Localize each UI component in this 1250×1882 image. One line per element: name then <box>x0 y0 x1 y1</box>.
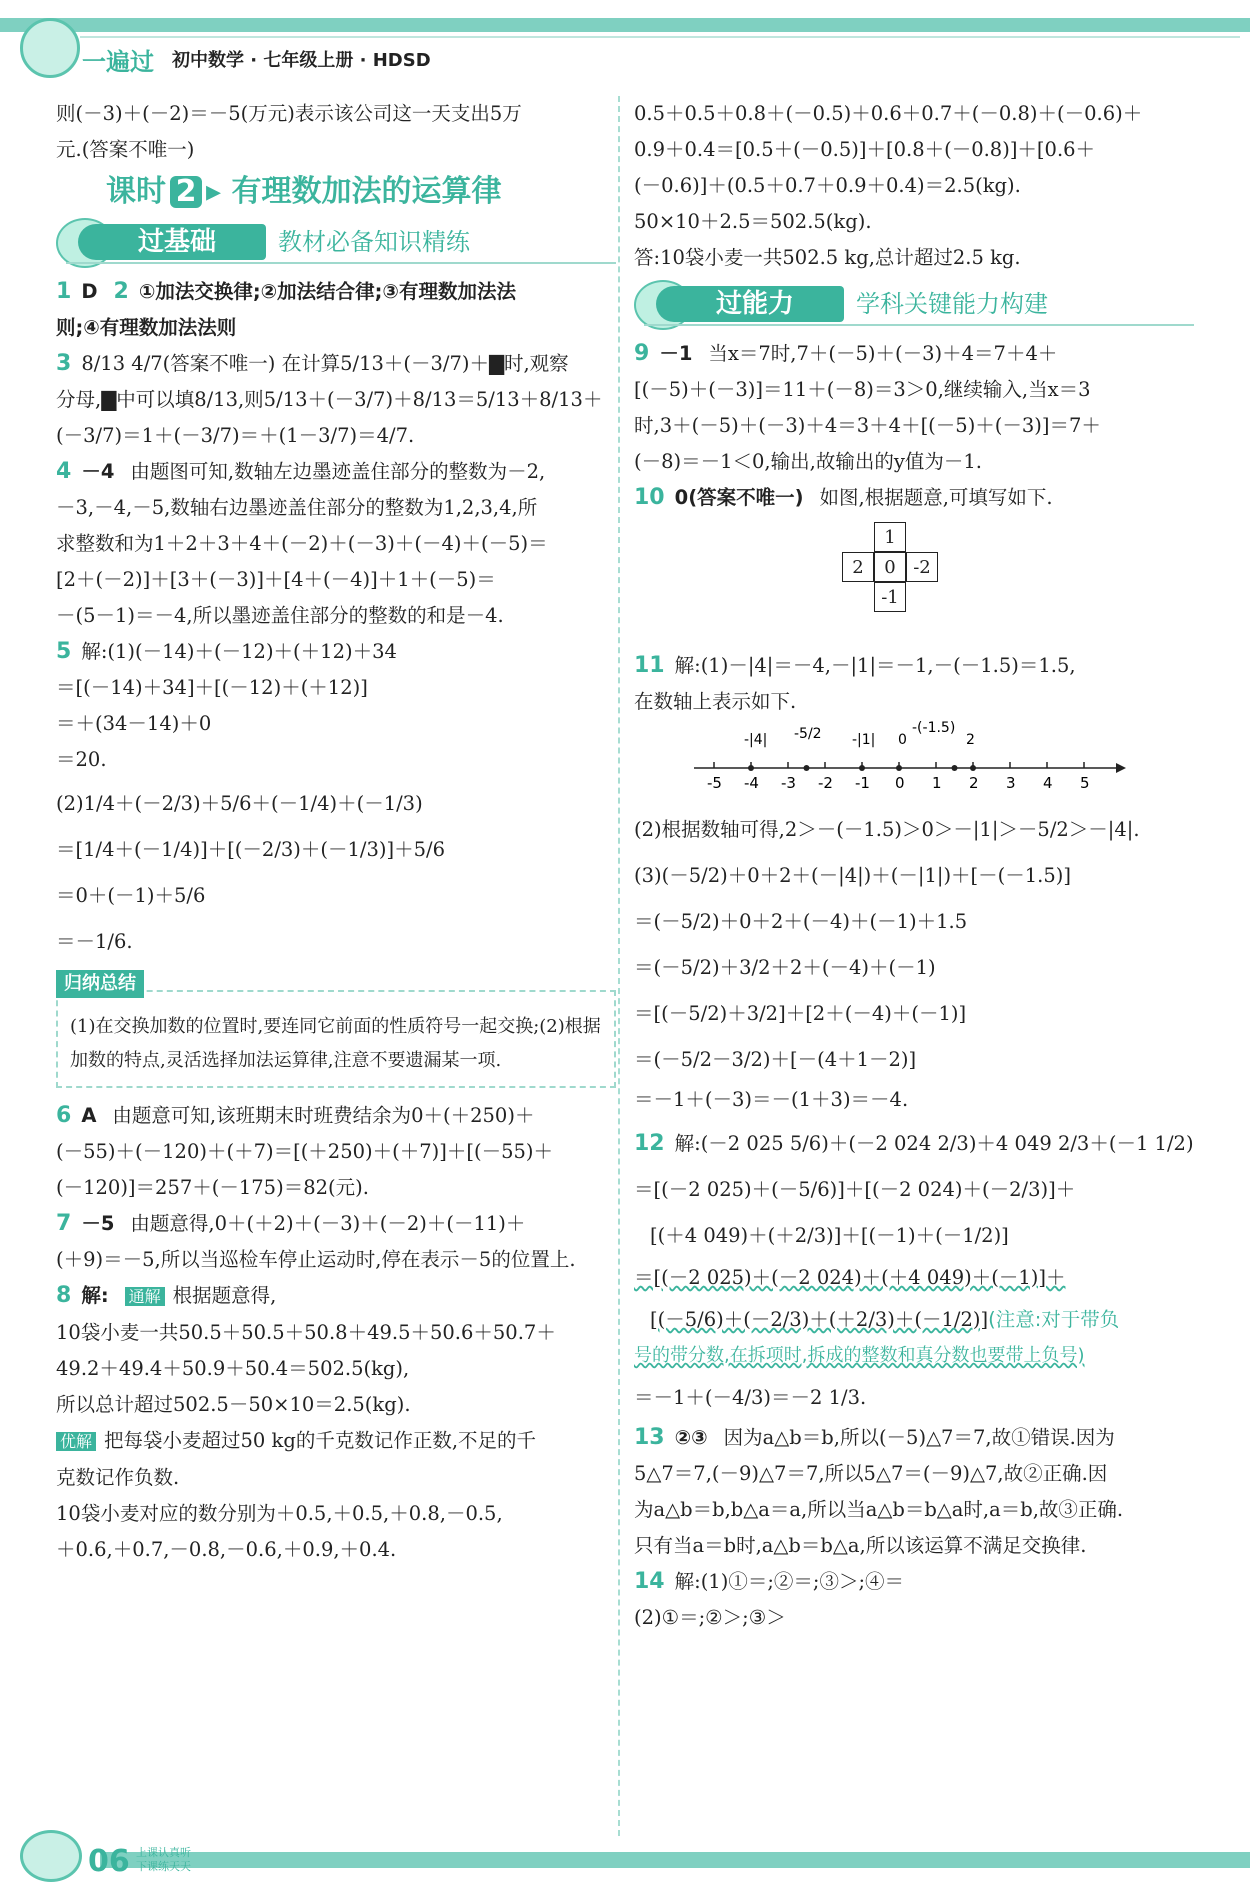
intro-line: 则(－3)＋(－2)＝－5(万元)表示该公司这一天支出5万 <box>56 102 522 125</box>
q-number: 7 <box>56 1211 72 1236</box>
q-text: 在数轴上表示如下. <box>634 690 797 713</box>
question-14 <box>634 1564 1194 1600</box>
q-text: ＝－1＋(－3)＝－(1＋3)＝－4. <box>634 1088 909 1111</box>
q-text: 由题意得,0＋(＋2)＋(－3)＋(－2)＋(－11)＋ <box>130 1212 526 1235</box>
axis-tick-label: -3 <box>781 774 796 792</box>
header-rule <box>80 36 1240 38</box>
q-text: ＝[(－2 025)＋(－5/6)]＋[(－2 024)＋(－2/3)]＋ <box>634 1178 1076 1201</box>
q-answer: D <box>81 280 98 303</box>
section-subtitle: 学科关键能力构建 <box>856 290 1048 318</box>
summary-tag: 归纳总结 <box>56 970 144 998</box>
q-text: 0.5＋0.5＋0.8＋(－0.5)＋0.6＋0.7＋(－0.8)＋(－0.6)＋ <box>634 102 1143 125</box>
question-11 <box>634 648 1194 684</box>
q-text: ＝－1/6. <box>56 930 133 953</box>
q-text: ＝20. <box>56 748 107 771</box>
question-1-2 <box>56 274 616 310</box>
axis-tick-label: 1 <box>932 774 942 792</box>
q-text: 由题图可知,数轴左边墨迹盖住部分的整数为－2, <box>130 460 546 483</box>
section-basic <box>56 218 616 266</box>
label-neg-neg1-5: -(-1.5) <box>912 720 956 736</box>
lesson-name: ▸ 有理数加法的运算律 <box>206 174 502 209</box>
label-neg5-2: -5/2 <box>794 726 822 742</box>
q-text: (2)根据数轴可得,2＞－(－1.5)＞0＞－|1|＞－5/2＞－|4|. <box>634 818 1140 841</box>
q-text: 0.9＋0.4＝[0.5＋(－0.5)]＋[0.8＋(－0.8)]＋[0.6＋ <box>634 138 1096 161</box>
axis-tick-label: -2 <box>818 774 833 792</box>
axis-ticks <box>707 762 1090 792</box>
lesson-number: 2 <box>170 176 202 208</box>
q-answer: 0(答案不唯一) <box>674 486 804 509</box>
right-column <box>634 96 1194 1636</box>
question-7 <box>56 1206 616 1242</box>
axis-tick-label: 5 <box>1080 774 1090 792</box>
summary-box <box>56 973 616 1088</box>
q-text: ＝0＋(－1)＋5/6 <box>56 884 206 907</box>
q-text: 由题意可知,该班期末时班费结余为0＋(＋250)＋ <box>112 1104 535 1127</box>
intro-line: 元.(答案不唯一) <box>56 138 195 161</box>
q-text: ＝[(－2 025)＋(－2 024)＋(＋4 049)＋(－1)]＋ <box>634 1266 1066 1289</box>
q-text: (2)①＝;②＞;③＞ <box>634 1606 786 1629</box>
q-number: 13 <box>634 1425 665 1450</box>
grid-cell-right: -2 <box>906 552 938 582</box>
q-text: 解:(－2 025 5/6)＋(－2 024 2/3)＋4 049 2/3＋(－1 1/2) <box>674 1132 1194 1155</box>
question-10 <box>634 480 1194 516</box>
header-band <box>0 18 1250 32</box>
q-text: ＝－1＋(－4/3)＝－2 1/3. <box>634 1386 867 1409</box>
q-text: 如图,根据题意,可填写如下. <box>819 486 1053 509</box>
q-text: 50×10＋2.5＝502.5(kg). <box>634 210 872 233</box>
axis-tick-label: 2 <box>969 774 979 792</box>
q-number: 4 <box>56 459 72 484</box>
q-number: 12 <box>634 1131 665 1156</box>
q-text: ＝(－5/2)＋3/2＋2＋(－4)＋(－1) <box>634 956 936 979</box>
question-9 <box>634 336 1194 372</box>
section-underline <box>644 324 1194 326</box>
q-text: (－120)]＝257＋(－175)＝82(元). <box>56 1176 369 1199</box>
q-text: [2＋(－2)]＋[3＋(－3)]＋[4＋(－4)]＋1＋(－5)＝ <box>56 568 496 591</box>
q-number: 14 <box>634 1569 665 1594</box>
q-number: 11 <box>634 653 665 678</box>
q-text: [(＋4 049)＋(＋2/3)]＋[(－1)＋(－1/2)] <box>650 1224 1009 1247</box>
axis-tick-label: -1 <box>855 774 870 792</box>
q-text: ＝[(－5/2)＋3/2]＋[2＋(－4)＋(－1)] <box>634 1002 967 1025</box>
section-ability <box>634 280 1194 328</box>
q-note: (注意:对于带负 <box>988 1308 1120 1331</box>
footer-band <box>100 1852 1250 1868</box>
q-answer: ②③ <box>674 1426 708 1449</box>
breadcrumb: 初中数学 · 七年级上册 · HDSD <box>172 50 431 71</box>
summary-text: (1)在交换加数的位置时,要连同它前面的性质符号一起交换;(2)根据加数的特点,灵活选择加法运算律,注意不要遗漏某一项. <box>70 1016 601 1071</box>
question-13 <box>634 1420 1194 1456</box>
grid-cell-middle: 0 <box>874 552 906 582</box>
q-text: ＋0.6,＋0.7,－0.8,－0.6,＋0.9,＋0.4. <box>56 1538 397 1561</box>
q-text: ＝(－5/2)＋0＋2＋(－4)＋(－1)＋1.5 <box>634 910 968 933</box>
q-text: (＋9)＝－5,所以当巡检车停止运动时,停在表示－5的位置上. <box>56 1248 576 1271</box>
q-text: 49.2＋49.4＋50.9＋50.4＝502.5(kg), <box>56 1357 410 1380</box>
q-text: 解:(1)①＝;②＝;③＞;④＝ <box>674 1570 905 1593</box>
grid-cell-bottom: -1 <box>874 582 906 612</box>
q-text: 只有当a＝b时,a△b＝b△a,所以该运算不满足交换律. <box>634 1534 1087 1557</box>
question-5 <box>56 634 616 670</box>
q-text: (－8)＝－1＜0,输出,故输出的y值为－1. <box>634 450 982 473</box>
axis-tick-label: -4 <box>744 774 759 792</box>
axis-point <box>896 765 902 771</box>
section-label: 过基础 <box>78 224 266 260</box>
question-3 <box>56 346 616 382</box>
q-text: 把每袋小麦超过50 kg的千克数记作正数,不足的千 <box>104 1429 537 1452</box>
section-subtitle: 教材必备知识精练 <box>278 228 470 256</box>
q-text: ①加法交换律;②加法结合律;③有理数加法法 <box>138 280 516 303</box>
label-abs1: -|1| <box>852 732 876 748</box>
brand-title: 一遍过 <box>82 48 154 76</box>
left-column <box>56 96 616 1568</box>
axis-point <box>748 765 754 771</box>
axis-tick-label: -5 <box>707 774 722 792</box>
q-text: 求整数和为1＋2＋3＋4＋(－2)＋(－3)＋(－4)＋(－5)＝ <box>56 532 548 555</box>
q-answer: －5 <box>81 1212 115 1235</box>
q-number: 6 <box>56 1103 72 1128</box>
q-answer: －4 <box>81 460 115 483</box>
q-number: 2 <box>113 279 129 304</box>
q-text: (－0.6)]＋(0.5＋0.7＋0.9＋0.4)＝2.5(kg). <box>634 174 1021 197</box>
q-answer: －1 <box>659 342 693 365</box>
axis-tick-label: 0 <box>895 774 905 792</box>
q-number: 8 <box>56 1283 72 1308</box>
q-text: 分母,▇中可以填8/13,则5/13＋(－3/7)＋8/13＝5/13＋8/13＋ <box>56 388 603 411</box>
q-text: [(－5/6)＋(－2/3)＋(＋2/3)＋(－1/2)] <box>650 1308 989 1331</box>
q-text: [(－5)＋(－3)]＝11＋(－8)＝3＞0,继续输入,当x＝3 <box>634 378 1091 401</box>
axis-tick-label: 3 <box>1006 774 1016 792</box>
label-abs4: -|4| <box>744 732 768 748</box>
q-text: ＝[(－14)＋34]＋[(－12)＋(＋12)] <box>56 676 368 699</box>
page-header <box>0 0 1250 80</box>
axis-point <box>804 765 810 771</box>
q-text: 解:(1)－|4|＝－4,－|1|＝－1,－(－1.5)＝1.5, <box>674 654 1076 677</box>
q-number: 10 <box>634 485 665 510</box>
q-text: －(5－1)＝－4,所以墨迹盖住部分的整数的和是－4. <box>56 604 504 627</box>
q-text: 答:10袋小麦一共502.5 kg,总计超过2.5 kg. <box>634 246 1021 269</box>
q-text: 5△7＝7,(－9)△7＝7,所以5△7＝(－9)△7,故②正确.因 <box>634 1462 1108 1485</box>
q-number: 5 <box>56 639 72 664</box>
method-tag: 优解 <box>56 1432 96 1451</box>
question-8 <box>56 1278 616 1315</box>
q-text: (2)1/4＋(－2/3)＋5/6＋(－1/4)＋(－1/3) <box>56 792 423 815</box>
q-text: 因为a△b＝b,所以(－5)△7＝7,故①错误.因为 <box>723 1426 1115 1449</box>
axis-point <box>970 765 976 771</box>
q-text: ＝[1/4＋(－1/4)]＋[(－2/3)＋(－1/3)]＋5/6 <box>56 838 445 861</box>
grid-cell-left: 2 <box>842 552 874 582</box>
q-text: 根据题意得, <box>172 1284 277 1307</box>
axis-point <box>859 765 865 771</box>
slogan-line: 上课认真听 <box>136 1846 191 1859</box>
q-answer: A <box>81 1104 97 1127</box>
q-text: (3)(－5/2)＋0＋2＋(－|4|)＋(－|1|)＋[－(－1.5)] <box>634 864 1071 887</box>
mascot-icon <box>20 18 80 78</box>
axis-arrow <box>1116 763 1126 773</box>
q-text-8b <box>56 1423 616 1460</box>
q-text: ＝(－5/2－3/2)＋[－(4＋1－2)] <box>634 1048 917 1071</box>
q-text: 克数记作负数. <box>56 1466 180 1489</box>
label-two: 2 <box>966 732 975 748</box>
question-12 <box>634 1126 1194 1162</box>
slogan-line: 下课练天天 <box>136 1860 191 1873</box>
q-text: 8/13 4/7(答案不唯一) 在计算5/13＋(－3/7)＋▇时,观察 <box>81 352 569 375</box>
question-4 <box>56 454 616 490</box>
question-6 <box>56 1098 616 1134</box>
q-text: －3,－4,－5,数轴右边墨迹盖住部分的整数为1,2,3,4,所 <box>56 496 538 519</box>
axis-tick-label: 4 <box>1043 774 1053 792</box>
q-text: 解:(1)(－14)＋(－12)＋(＋12)＋34 <box>81 640 397 663</box>
column-divider <box>618 96 620 1836</box>
mascot-icon <box>20 1830 82 1882</box>
section-underline <box>66 262 616 264</box>
section-label: 过能力 <box>656 286 844 322</box>
q-text: 10袋小麦对应的数分别为＋0.5,＋0.5,＋0.8,－0.5, <box>56 1502 503 1525</box>
q-text: 所以总计超过502.5－50×10＝2.5(kg). <box>56 1393 411 1416</box>
page-number: 06 <box>88 1844 130 1879</box>
q12-line5 <box>634 1302 1194 1338</box>
lesson-title <box>106 174 616 210</box>
q-text: 则;④有理数加法法则 <box>56 316 237 339</box>
cross-grid <box>834 522 974 642</box>
q-text: 时,3＋(－5)＋(－3)＋4＝3＋4＋[(－5)＋(－3)]＝7＋ <box>634 414 1101 437</box>
lesson-label: 课时 <box>106 174 166 209</box>
q-note: 号的带分数,在拆项时,拆成的整数和真分数也要带上负号) <box>634 1345 1085 1366</box>
q-text: 10袋小麦一共50.5＋50.5＋50.8＋49.5＋50.6＋50.7＋ <box>56 1321 556 1344</box>
q-number: 1 <box>56 279 72 304</box>
number-line <box>694 720 1134 800</box>
q-answer: 解: <box>81 1284 109 1307</box>
axis-point <box>952 765 958 771</box>
grid-cell-top: 1 <box>874 522 906 552</box>
q-number: 9 <box>634 341 650 366</box>
footer-slogan <box>136 1846 191 1874</box>
q-text: (－3/7)＝1＋(－3/7)＝＋(1－3/7)＝4/7. <box>56 424 415 447</box>
label-zero: 0 <box>898 732 907 748</box>
q-text: (－55)＋(－120)＋(＋7)＝[(＋250)＋(＋7)]＋[(－55)＋ <box>56 1140 553 1163</box>
q-text: 当x＝7时,7＋(－5)＋(－3)＋4＝7＋4＋ <box>708 342 1058 365</box>
method-tag: 通解 <box>125 1287 165 1306</box>
q-text: ＝＋(34－14)＋0 <box>56 712 212 735</box>
q-text: 为a△b＝b,b△a＝a,所以当a△b＝b△a时,a＝b,故③正确. <box>634 1498 1124 1521</box>
q-number: 3 <box>56 351 72 376</box>
